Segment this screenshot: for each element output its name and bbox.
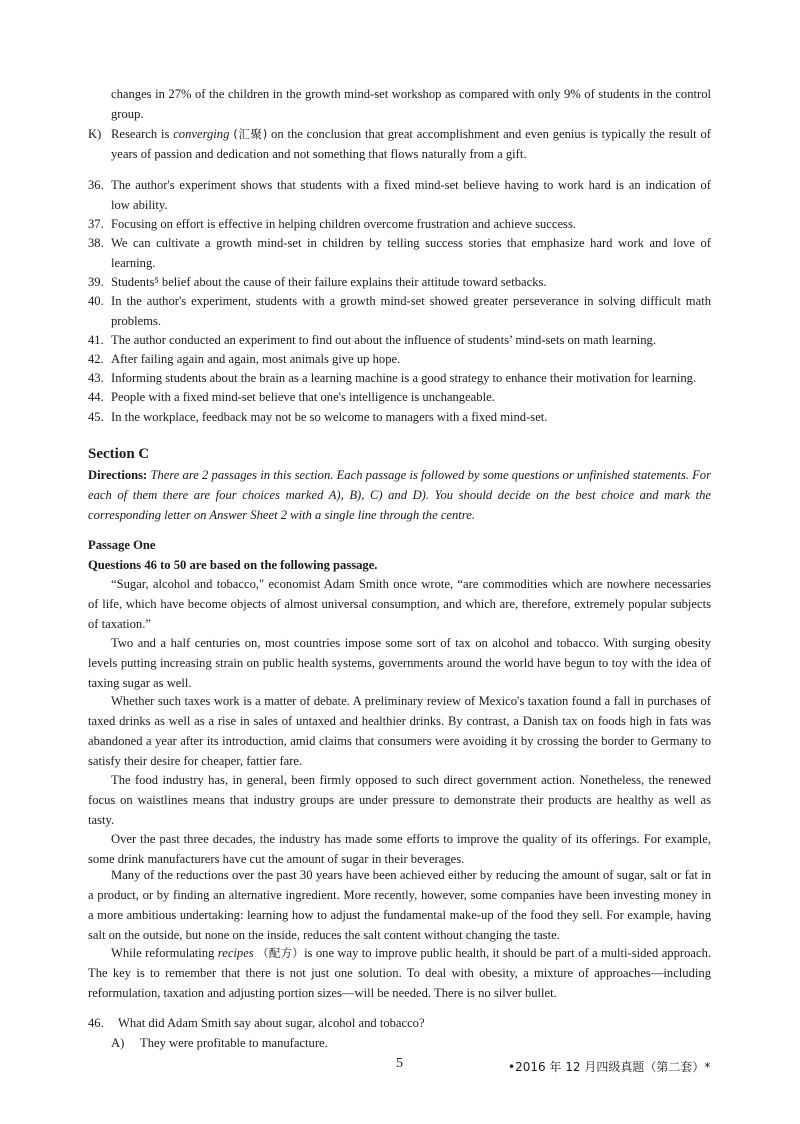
statement-text: In the workplace, feedback may not be so welcome to managers with a fixed mind-set. xyxy=(111,410,548,424)
statement-item xyxy=(88,214,711,234)
passage-line: The food industry has, in general, been firmly opposed to such direct government action. Nonetheless, the renewed xyxy=(111,773,711,787)
question-46-option-a-text: They were profitable to manufacture. xyxy=(140,1036,328,1050)
statement-number: 42. xyxy=(88,352,104,366)
statement-text: The author conducted an experiment to find out about the influence of students’ mind-sets on math learning. xyxy=(111,333,656,347)
passage-line: taxing sugar as well. xyxy=(88,676,192,690)
passage-line: Over the past three decades, the industry has made some efforts to improve the quality of its offerings. For example, xyxy=(111,832,711,846)
statement-number: 37. xyxy=(88,217,104,231)
question-46-text: What did Adam Smith say about sugar, alcohol and tobacco? xyxy=(118,1016,425,1030)
statement-text: After failing again and again, most animals give up hope. xyxy=(111,352,401,366)
statement-number: 39. xyxy=(88,275,104,289)
passage-paragraph-1 xyxy=(88,574,711,634)
section-heading: Section C xyxy=(88,446,150,462)
statement-item xyxy=(88,387,711,407)
carryover-line-1: changes in 27% of the children in the growth mind-set workshop as compared with only 9% of students in the control xyxy=(111,87,711,101)
question-46-number: 46. xyxy=(88,1016,104,1030)
exam-source-label: •2016 年 12 月四级真题（第二套）* xyxy=(508,1060,711,1074)
statement-number: 40. xyxy=(88,294,104,308)
statement-number: 36. xyxy=(88,178,104,192)
passage-line: some drink manufacturers have cut the amount of sugar in their beverages. xyxy=(88,852,465,866)
passage-line: satisfy their desire for cheaper, fattier fare. xyxy=(88,754,303,768)
passage-line: salt on the outside, but none on the inside, reduces the salt content without changing the taste. xyxy=(88,928,560,942)
passage-paragraph-3 xyxy=(88,691,711,771)
item-k-line-1: Research is converging (汇聚) on the conclusion that great accomplishment and even genius is typically the result of xyxy=(111,127,711,141)
statement-item xyxy=(88,368,711,388)
statement-item xyxy=(88,272,711,292)
statement-text: Informing students about the brain as a learning machine is a good strategy to enhance their motivation for learning. xyxy=(111,371,697,385)
statement-text-continued: learning. xyxy=(111,256,156,270)
passage-line: “Sugar, alcohol and tobacco," economist Adam Smith once wrote, “are commodities which are nowhere necessaries xyxy=(111,577,711,591)
passage-line: abandoned a year after its introduction, amid claims that consumers were avoiding it by crossing the border to Germany to xyxy=(88,734,711,748)
statement-text: Focusing on effort is effective in helping children overcome frustration and achieve success. xyxy=(111,217,577,231)
statement-text: In the author's experiment, students with a growth mind-set showed greater perseverance in solving difficult math xyxy=(111,294,711,308)
statement-item xyxy=(88,407,711,427)
statement-item xyxy=(88,233,711,273)
passage-line: tasty. xyxy=(88,813,115,827)
statement-number: 45. xyxy=(88,410,104,424)
passage-subtitle: Questions 46 to 50 are based on the following passage. xyxy=(88,558,378,572)
item-k-line-2: years of passion and dedication and not something that flows naturally from a gift. xyxy=(111,147,527,161)
passage-line: Two and a half centuries on, most countries impose some sort of tax on alcohol and tobacco. With surging obesity xyxy=(111,636,711,650)
statement-item xyxy=(88,291,711,331)
passage-line: levels putting increasing strain on public health systems, governments around the world have begun to toy with the idea of xyxy=(88,656,711,670)
statement-number: 41. xyxy=(88,333,104,347)
passage-paragraph-5 xyxy=(88,829,711,869)
statement-text: We can cultivate a growth mind-set in children by telling success stories that emphasize hard work and love of xyxy=(111,236,711,250)
passage-line: of taxation.” xyxy=(88,617,151,631)
statement-number: 44. xyxy=(88,390,104,404)
passage-line: focus on waistlines means that industry groups are under pressure to demonstrate their products are healthy as well as xyxy=(88,793,711,807)
passage-title: Passage One xyxy=(88,538,156,552)
statement-text: Students⁵ belief about the cause of their failure explains their attitude toward setbacks. xyxy=(111,275,547,289)
statement-number: 38. xyxy=(88,236,104,250)
statement-text: The author's experiment shows that students with a fixed mind-set believe having to work hard is an indication of xyxy=(111,178,711,192)
page-number: 5 xyxy=(396,1056,403,1071)
passage-line: a more ambitious undertaking: learning how to adjust the fundamental make-up of the food they sell. For example, having xyxy=(88,908,711,922)
passage-line: of life, which have become objects of almost universal consumption, and which are, therefore, extremely popular subjects xyxy=(88,597,711,611)
statement-item xyxy=(88,349,711,369)
passage-paragraph-6 xyxy=(88,865,711,945)
directions-label: Directions: xyxy=(88,468,148,482)
section-directions: Directions: There are 2 passages in this section. Each passage is followed by some questions or unfinished statements. For each of them there are four choices marked A), B), C) and D). You should decide on the best choice and mark the corresponding letter on Answer Sheet 2 with a single line through the centre. xyxy=(88,468,711,522)
passage-paragraph-2 xyxy=(88,633,711,693)
statement-text-continued: problems. xyxy=(111,314,162,328)
statement-number: 43. xyxy=(88,371,104,385)
statement-text: People with a fixed mind-set believe that one's intelligence is unchangeable. xyxy=(111,390,495,404)
item-k-label: K) xyxy=(88,127,102,141)
passage-line: a product, or by finding an alternative ingredient. More recently, however, some companies have been investing money in xyxy=(88,888,711,902)
passage-line: Many of the reductions over the past 30 years have been achieved either by reducing the amount of sugar, salt or fat in xyxy=(111,868,711,882)
passage-paragraph-4 xyxy=(88,770,711,830)
passage-line: taxed drinks as well as a rise in sales of untaxed and healthier drinks. By contrast, a Danish tax on foods high in fats was xyxy=(88,714,711,728)
carryover-line-2: group. xyxy=(111,107,144,121)
passage-line: Whether such taxes work is a matter of debate. A preliminary review of Mexico's taxation found a fall in purchases of xyxy=(111,694,711,708)
passage-paragraph-7: While reformulating recipes （配方）is one way to improve public health, it should be part of a multi-sided approach. The key is to remember that there is not just one solution. To deal with obesity, a mixture of approaches—including reformulation, taxation and adjusting portion sizes—will be needed. There is no silver bullet. xyxy=(88,946,712,1000)
question-46-option-a-label: A) xyxy=(111,1036,125,1050)
statement-item xyxy=(88,175,711,215)
statement-text-continued: low ability. xyxy=(111,198,168,212)
statement-item xyxy=(88,330,711,350)
